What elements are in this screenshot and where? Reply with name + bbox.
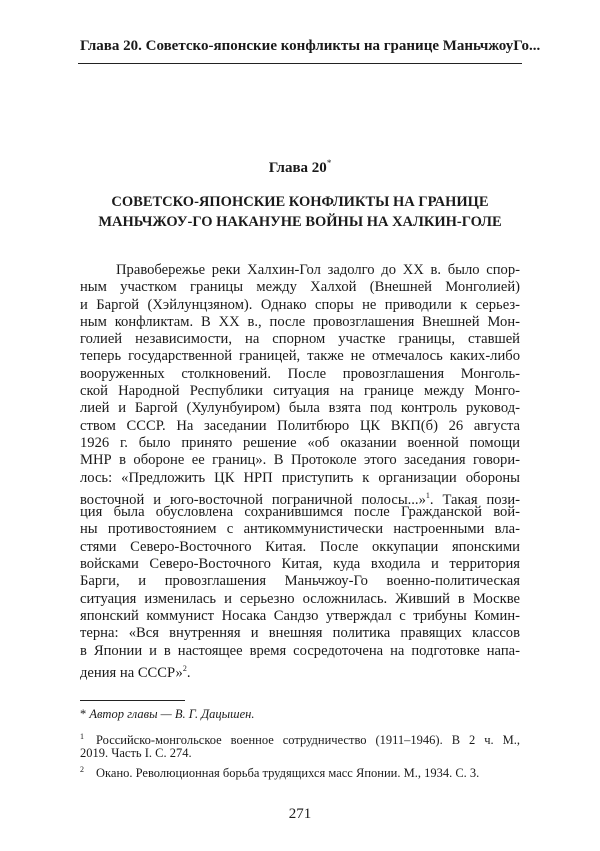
body-line: Барги, и провозглашения Маньчжоу-Го военно-политическая bbox=[80, 573, 520, 590]
body-line: вооруженных столкновений. После провозглашения Монголь- bbox=[80, 365, 520, 382]
body-line: МНР в обороне ее границ». В Протоколе этого заседания говори- bbox=[80, 452, 520, 469]
body-line: теперь государственной границей, также не отмечалось каких-либо bbox=[80, 348, 520, 365]
body-line: ным конфликтам. В XX в., после провозглашения Внешней Мон- bbox=[80, 313, 520, 330]
footnote-2 bbox=[80, 762, 520, 781]
footnote-number-text: 2 bbox=[80, 765, 84, 774]
footnote-author bbox=[80, 706, 520, 722]
chapter-label bbox=[0, 158, 600, 177]
header-rule bbox=[78, 63, 522, 64]
body-line: ны противостоянием с антикоммунистически настроенными вла- bbox=[80, 521, 520, 538]
footnote-1 bbox=[80, 729, 520, 761]
footnote-line: 2019. Часть I. С. 274. bbox=[80, 746, 192, 760]
body-line: лось: «Предложить ЦК НРП приступить к организации обороны bbox=[80, 469, 520, 486]
body-line: лией и Баргой (Хулунбуиром) была взята под контроль руковод- bbox=[80, 400, 520, 417]
chapter-number: Глава 20 bbox=[268, 160, 327, 176]
body-line: и Баргой (Хэйлунцзяном). Однако споры не приводили к серьез- bbox=[80, 296, 520, 313]
footnote-number-text: 1 bbox=[80, 732, 84, 741]
body-line-with-ref bbox=[80, 487, 520, 508]
body-line-text: . Такая пози- bbox=[429, 491, 520, 508]
running-head: Глава 20. Советско-японские конфликты на границе МаньчжоуГо... bbox=[80, 38, 541, 54]
body-line: стями Северо-Восточного Китая. После оккупации японскими bbox=[80, 538, 520, 555]
body-line: ция была обусловлена сохранившимся после Гражданской вой- bbox=[80, 504, 520, 521]
body-line: терна: «Вся внутренняя и внешняя политика правящих классов bbox=[80, 625, 520, 642]
body-line-text: восточной и юго-восточной пограничной полосы...» bbox=[80, 491, 426, 508]
body-paragraph bbox=[80, 262, 520, 681]
footnote-text: Окано. Революционная борьба трудящихся масс Японии. М., 1934. С. 3. bbox=[96, 766, 480, 781]
footnote-number bbox=[80, 762, 96, 781]
body-line: японский коммунист Носака Сандзо утверждал с трибуны Комин- bbox=[80, 607, 520, 624]
footnote-line bbox=[80, 729, 520, 748]
body-line: ным участком границы между Халхой (Внешней Монголией) bbox=[80, 279, 520, 296]
footnote-author-text: Автор главы — В. Г. Дацышен. bbox=[89, 707, 255, 721]
page-number: 271 bbox=[288, 806, 312, 822]
body-line: голией независимости, на спорном участке границы, ставшей bbox=[80, 331, 520, 348]
body-line-text: дения на СССР» bbox=[80, 664, 183, 681]
footnote-ref: 1 bbox=[425, 490, 430, 500]
body-line-with-ref bbox=[80, 660, 520, 681]
footnote-line bbox=[80, 762, 520, 781]
chapter-title-line: МАНЬЧЖОУ-ГО НАКАНУНЕ ВОЙНЫ НА ХАЛКИН-ГОЛЕ bbox=[98, 214, 502, 230]
body-line: в Японии и в настоящее время сосредоточена на подготовке напа- bbox=[80, 642, 520, 659]
body-line: ситуация изменилась и серьезно осложнилась. Живший в Москве bbox=[80, 590, 520, 607]
author-footnote-mark: * bbox=[326, 158, 332, 168]
body-line: войсками Северо-Восточного Китая, куда входила и территория bbox=[80, 556, 520, 573]
footnote-mark: * bbox=[80, 707, 87, 721]
body-line: ством СССР. На заседании Политбюро ЦК ВКП(б) 26 августа bbox=[80, 417, 520, 434]
chapter-title-line: СОВЕТСКО-ЯПОНСКИЕ КОНФЛИКТЫ НА ГРАНИЦЕ bbox=[111, 194, 489, 210]
footnote-ref: 2 bbox=[182, 663, 187, 673]
body-line: 1926 г. было принято решение «об оказании военной помощи bbox=[80, 434, 520, 451]
body-line: Правобережье реки Халхин-Гол задолго до XX в. было спор- bbox=[116, 262, 520, 278]
chapter-title bbox=[80, 192, 520, 232]
end-punctuation: . bbox=[186, 664, 191, 681]
body-line: ской Народной Республики ситуация на границе между Монго- bbox=[80, 383, 520, 400]
footnote-text: Российско-монгольское военное сотрудничество (1911–1946). В 2 ч. М., bbox=[96, 733, 520, 748]
footnote-rule bbox=[80, 700, 185, 701]
